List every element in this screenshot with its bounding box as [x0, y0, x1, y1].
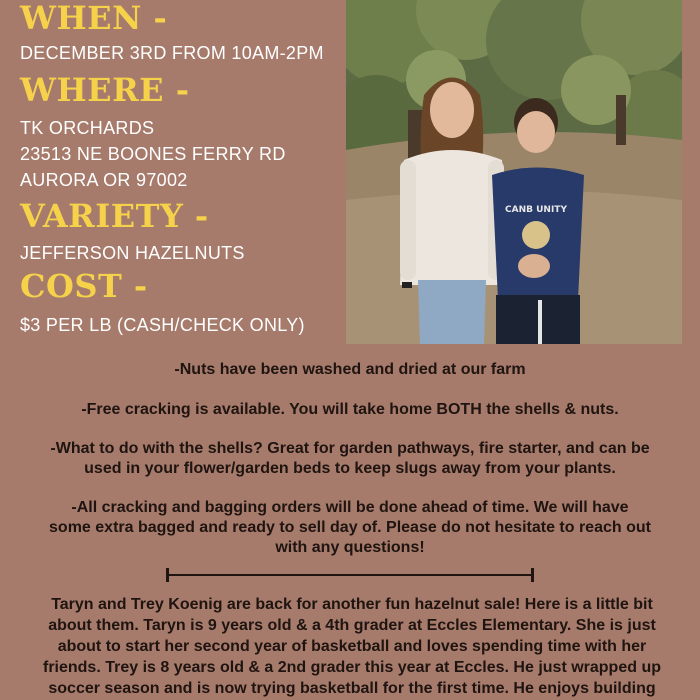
note-shells-line-1: -What to do with the shells? Great for garden pathways, fire starter, and can be — [50, 440, 650, 457]
note-orders-line-1: -All cracking and bagging orders will be done ahead of time. We will have — [71, 499, 629, 516]
koenig-story — [26, 594, 678, 699]
when-detail — [20, 40, 324, 66]
cost-line: $3 PER LB (CASH/CHECK ONLY) — [20, 315, 305, 335]
when-heading: WHEN - — [20, 0, 168, 37]
kids-photo — [346, 0, 682, 344]
where-line-city: AURORA OR 97002 — [20, 170, 188, 190]
story-line: about them. Taryn is 9 years old & a 4th grader at Eccles Elementary. She is just — [48, 617, 656, 634]
note-orders-line-3: with any questions! — [275, 539, 425, 556]
where-detail — [20, 115, 286, 193]
note-washed: -Nuts have been washed and dried at our farm — [174, 361, 526, 378]
note-cracking: -Free cracking is available. You will take home BOTH the shells & nuts. — [81, 401, 619, 418]
note-shells-line-2: used in your flower/garden beds to keep slugs away from your plants. — [84, 460, 616, 477]
where-line-name: TK ORCHARDS — [20, 118, 155, 138]
note-orders-line-2: some extra bagged and ready to sell day of. Please do not hesitate to reach out — [49, 519, 651, 536]
shirt-text: CANB UNITY — [505, 205, 567, 215]
story-line: about to start her second year of basketball and loves spending time with her — [57, 638, 647, 655]
variety-detail — [20, 240, 245, 266]
when-date-line: DECEMBER 3RD FROM 10AM-2PM — [20, 43, 324, 63]
where-heading: WHERE - — [20, 71, 190, 109]
where-line-street: 23513 NE BOONES FERRY RD — [20, 144, 286, 164]
section-divider — [166, 568, 534, 582]
story-line: Taryn and Trey Koenig are back for another fun hazelnut sale! Here is a little bit — [51, 596, 653, 613]
cost-detail — [20, 312, 305, 338]
variety-line: JEFFERSON HAZELNUTS — [20, 243, 245, 263]
cost-heading: COST - — [20, 267, 148, 305]
variety-heading: VARIETY - — [20, 197, 209, 235]
story-line: soccer season and is now trying basketball for the first time. He enjoys building — [48, 680, 656, 697]
story-line: friends. Trey is 8 years old & a 2nd grader this year at Eccles. He just wrapped up — [42, 659, 661, 676]
